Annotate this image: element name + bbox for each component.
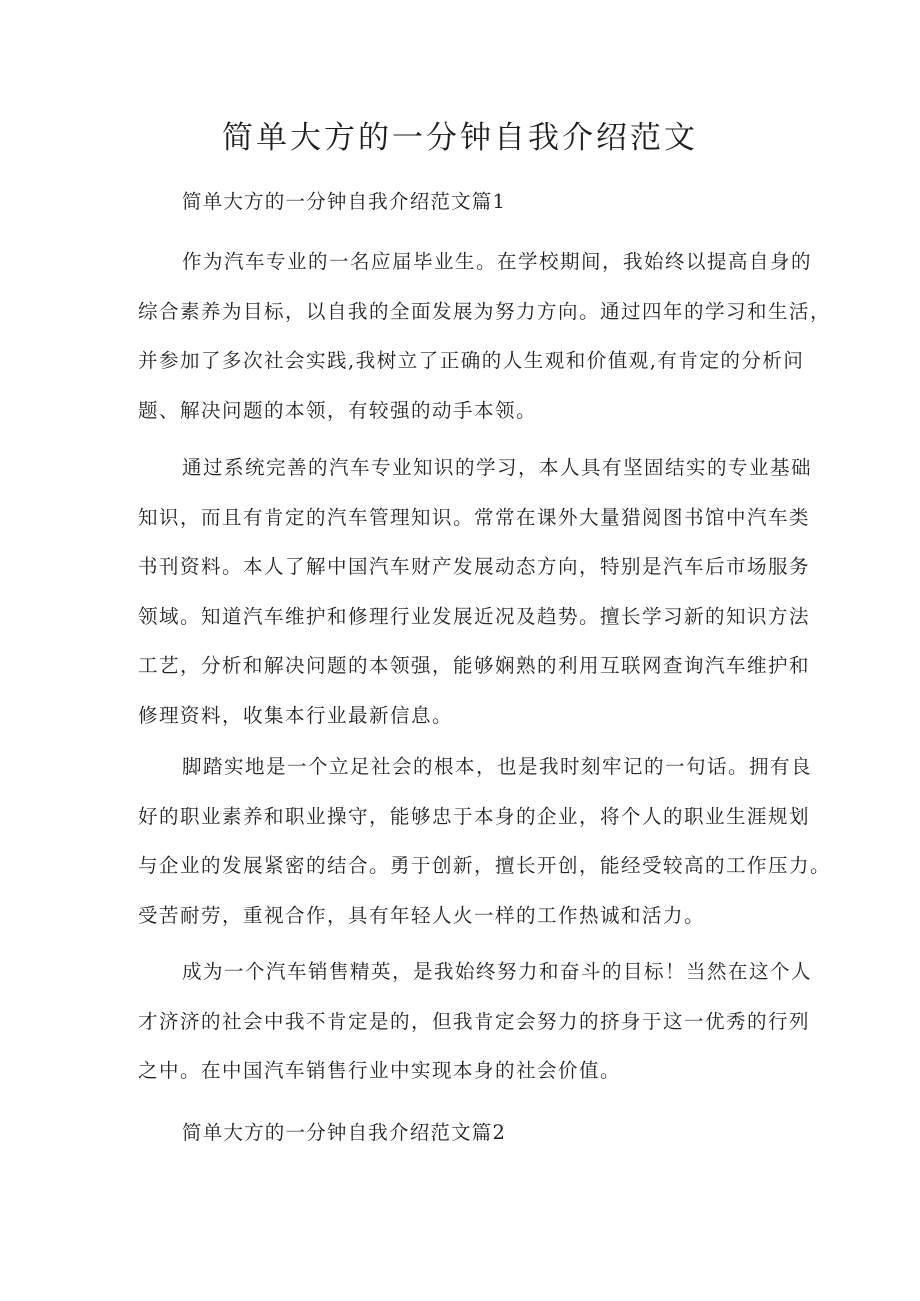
paragraph-line: 好的职业素养和职业操守，能够忠于本身的企业，将个人的职业生涯规划 — [138, 804, 811, 828]
section-heading-2: 简单大方的一分钟自我介绍范文篇2 — [182, 1121, 507, 1144]
paragraph-line: 与企业的发展紧密的结合。勇于创新，擅长开创，能经受较高的工作压力。 — [138, 854, 832, 877]
paragraph-line: 修理资料，收集本行业最新信息。 — [138, 703, 454, 727]
paragraph-line: 脚踏实地是一个立足社会的根本，也是我时刻牢记的一句话。拥有良 — [182, 755, 813, 778]
paragraph-line: 综合素养为目标，以自我的全面发展为努力方向。通过四年的学习和生活， — [138, 299, 832, 323]
paragraph-line: 之中。在中国汽车销售行业中实现本身的社会价值。 — [138, 1059, 622, 1082]
paragraph-line: 通过系统完善的汽车专业知识的学习，本人具有坚固结实的专业基础 — [182, 456, 813, 479]
paragraph-line: 作为汽车专业的一名应届毕业生。在学校期间，我始终以提高自身的 — [182, 250, 813, 273]
paragraph-2 — [138, 443, 813, 740]
paragraph-4 — [138, 947, 813, 1096]
section-heading-1: 简单大方的一分钟自我介绍范文篇1 — [182, 190, 507, 213]
paragraph-line: 工艺，分析和解决问题的本领强，能够娴熟的利用互联网查询汽车维护和 — [138, 654, 811, 677]
paragraph-1 — [138, 237, 832, 435]
paragraph-line: 题、解决问题的本领，有较强的动手本领。 — [138, 398, 538, 422]
paragraph-line: 受苦耐劳，重视合作，具有年轻人火一样的工作热诚和活力。 — [138, 903, 706, 927]
paragraph-line: 并参加了多次社会实践,我树立了正确的人生观和价值观,有肯定的分析问 — [138, 349, 805, 372]
paragraph-line: 领域。知道汽车维护和修理行业发展近况及趋势。擅长学习新的知识方法 — [138, 604, 811, 628]
paragraph-line: 书刊资料。本人了解中国汽车财产发展动态方向，特别是汽车后市场服务 — [138, 555, 811, 578]
paragraph-line: 成为一个汽车销售精英，是我始终努力和奋斗的目标！当然在这个人 — [182, 960, 813, 983]
paragraph-3 — [138, 742, 832, 940]
paragraph-line: 知识，而且有肯定的汽车管理知识。常常在课外大量猎阅图书馆中汽车类 — [138, 505, 811, 529]
document-title: 简单大方的一分钟自我介绍范文 — [222, 120, 698, 156]
paragraph-line: 才济济的社会中我不肯定是的，但我肯定会努力的挤身于这一优秀的行列 — [138, 1009, 811, 1033]
